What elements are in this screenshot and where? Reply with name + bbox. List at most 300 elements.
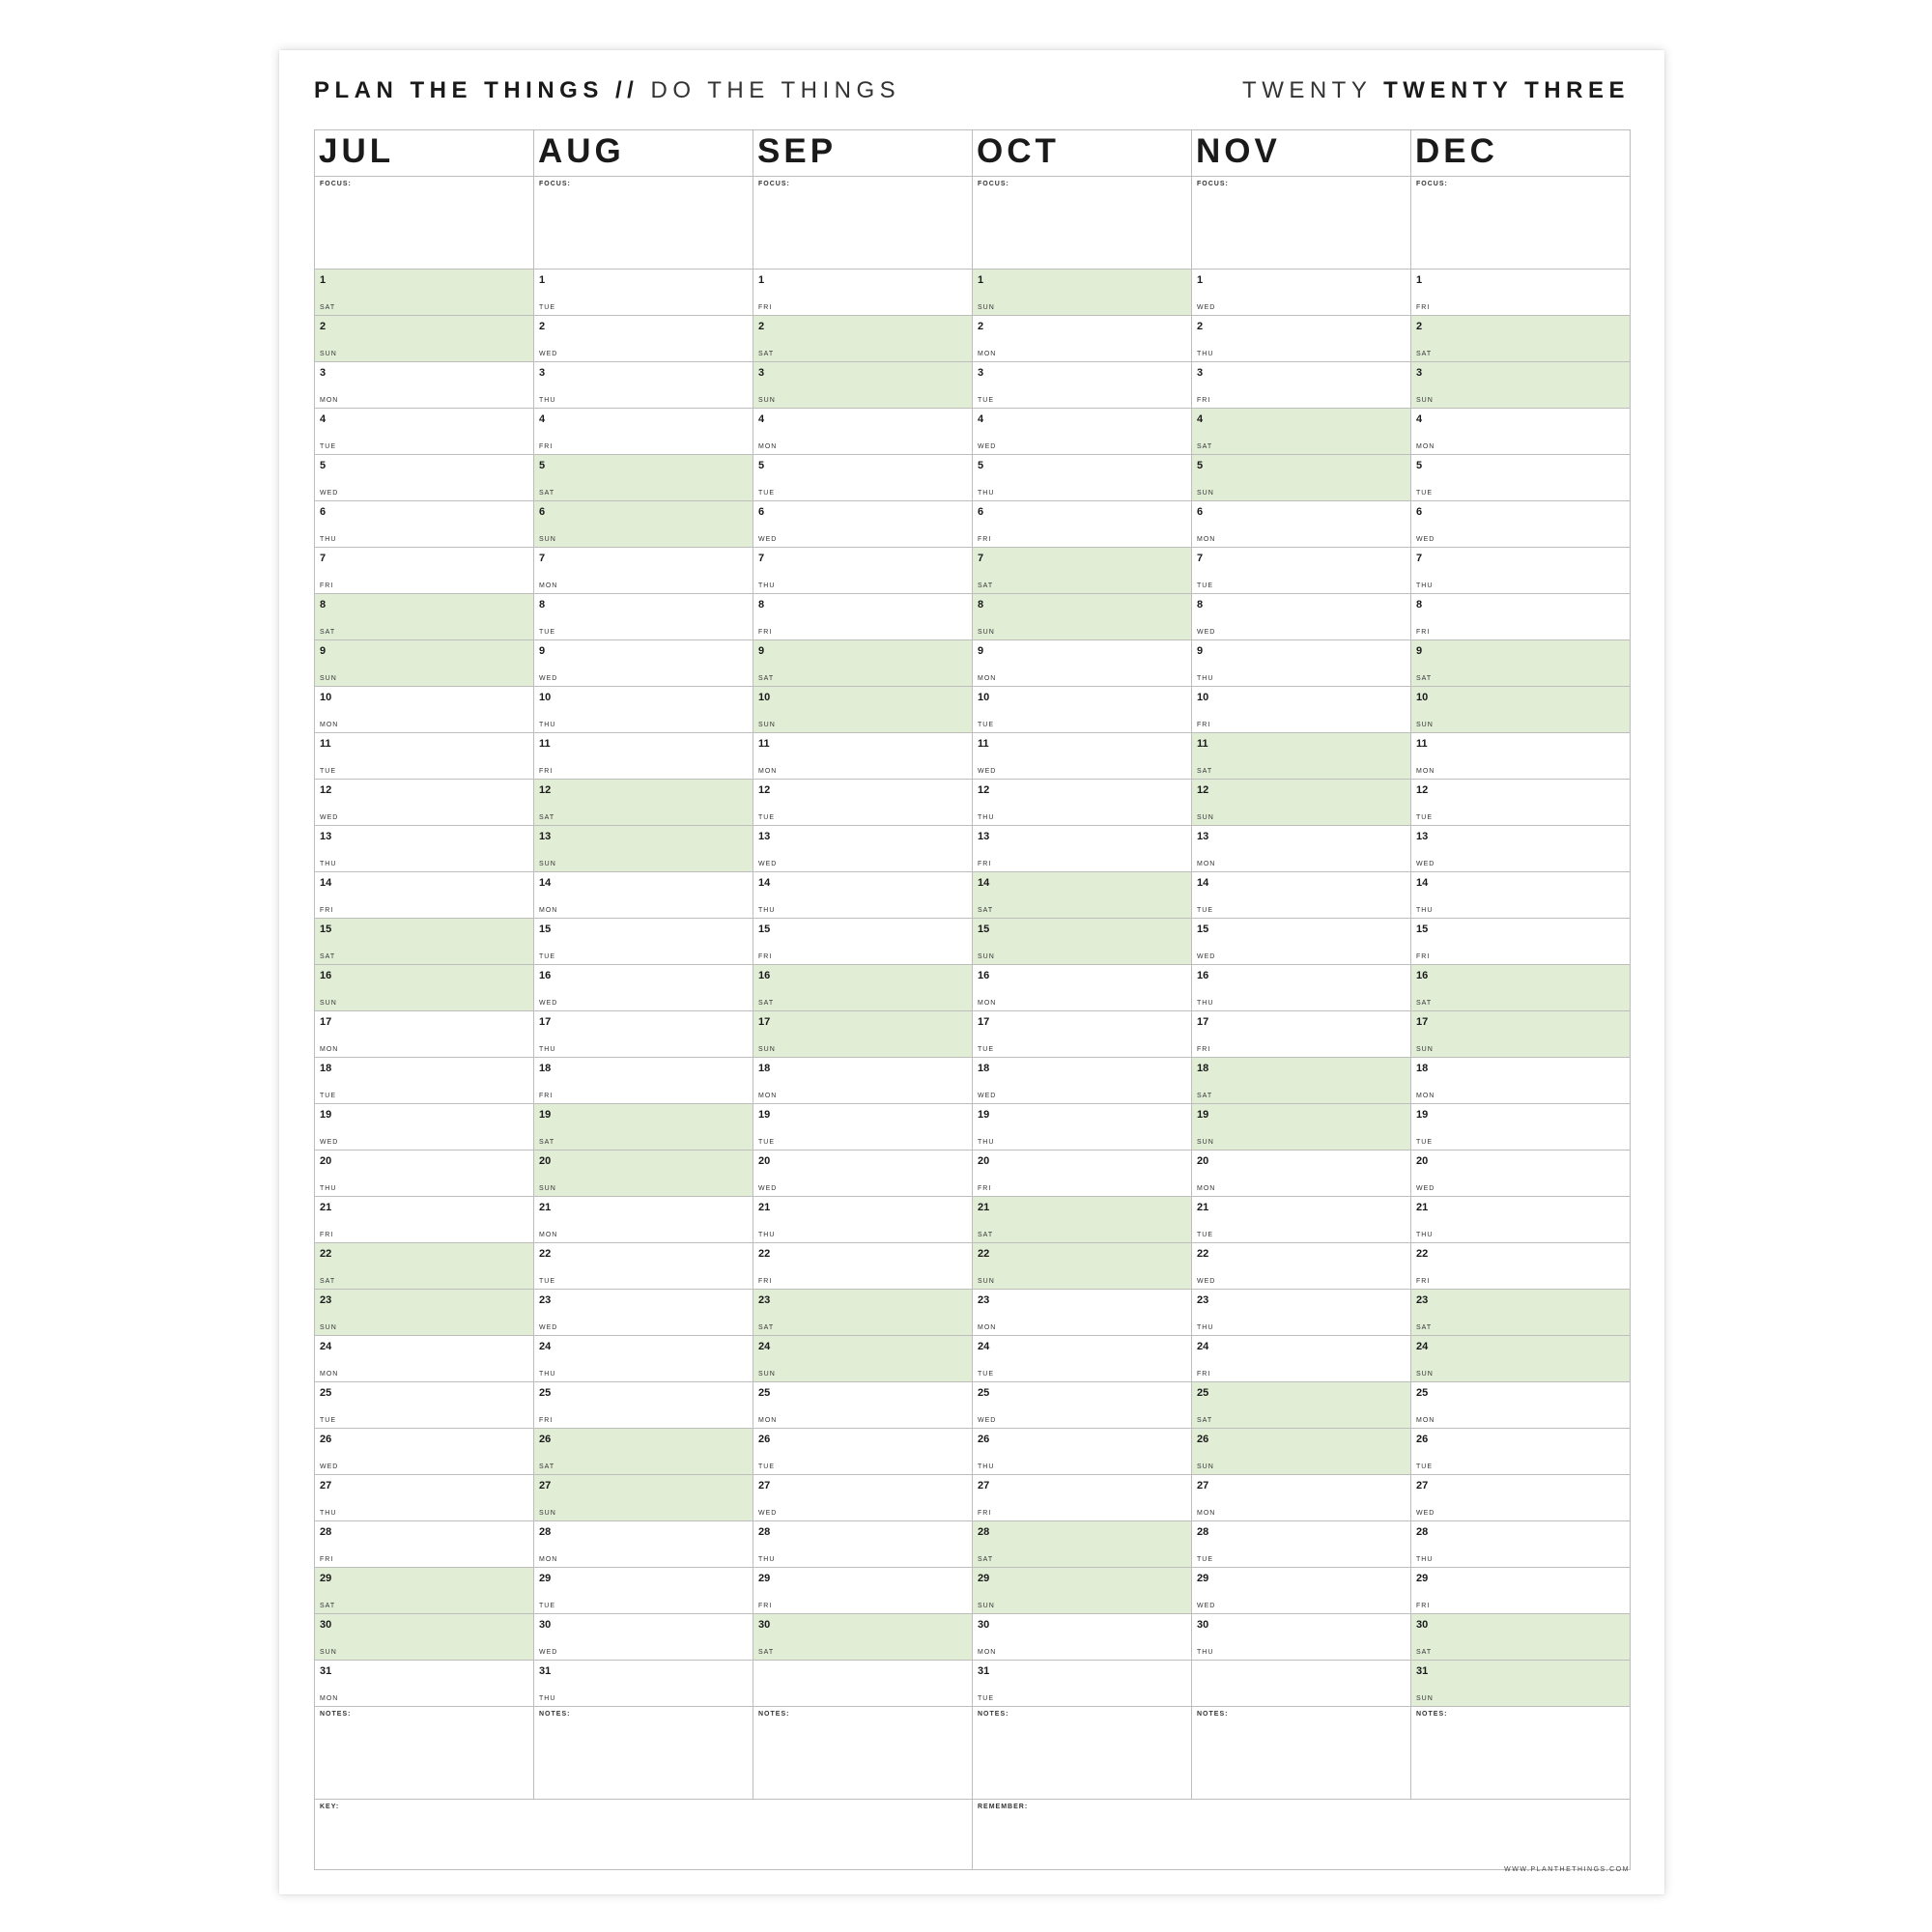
day-number: 5 [1416,460,1423,471]
remember-label: REMEMBER: [978,1804,1029,1810]
focus-box-oct[interactable] [973,177,1192,270]
day-row [315,1243,1631,1290]
day-cell[interactable] [315,1382,534,1429]
day-cell[interactable] [1411,826,1631,872]
day-cell[interactable] [1192,1429,1411,1475]
day-number: 21 [1416,1202,1429,1213]
day-cell[interactable] [315,1243,534,1290]
day-cell[interactable] [1192,1568,1411,1614]
day-cell[interactable] [534,919,753,965]
day-cell[interactable] [315,316,534,362]
day-cell[interactable] [1192,733,1411,780]
day-cell[interactable] [753,687,973,733]
day-number: 10 [539,692,552,703]
year-bold: TWENTY THREE [1383,77,1630,103]
focus-box-dec[interactable] [1411,177,1631,270]
day-cell[interactable] [315,965,534,1011]
empty-day-cell [1192,1661,1411,1707]
day-cell[interactable] [1192,594,1411,640]
day-cell[interactable] [534,780,753,826]
day-cell[interactable] [1411,872,1631,919]
day-number: 24 [758,1341,771,1352]
day-cell[interactable] [973,687,1192,733]
day-cell[interactable] [1192,455,1411,501]
day-cell[interactable] [315,1429,534,1475]
focus-label: FOCUS: [978,181,1009,187]
day-number: 31 [978,1665,990,1677]
month-header-dec [1411,130,1631,177]
weekday-label: FRI [758,304,773,311]
day-cell[interactable] [534,548,753,594]
day-cell[interactable] [315,919,534,965]
day-cell[interactable] [973,1568,1192,1614]
day-cell[interactable] [1192,362,1411,409]
weekday-label: SUN [978,953,995,960]
day-cell[interactable] [753,919,973,965]
day-cell[interactable] [973,640,1192,687]
day-cell[interactable] [1411,965,1631,1011]
day-cell[interactable] [973,965,1192,1011]
day-cell[interactable] [315,1011,534,1058]
day-number: 30 [320,1619,332,1631]
weekday-label: TUE [978,1046,994,1053]
weekday-label: TUE [1197,1556,1213,1563]
day-row [315,1382,1631,1429]
weekday-label: MON [539,1232,558,1238]
day-cell[interactable] [534,733,753,780]
notes-row [315,1707,1631,1800]
key-box[interactable] [315,1800,973,1870]
day-cell[interactable] [315,1104,534,1151]
day-cell[interactable] [1411,316,1631,362]
day-cell[interactable] [973,409,1192,455]
day-cell[interactable] [315,1614,534,1661]
day-number: 8 [758,599,765,611]
weekday-label: MON [978,1000,997,1007]
day-cell[interactable] [1192,1614,1411,1661]
weekday-label: THU [1197,1324,1214,1331]
weekday-label: WED [539,1000,558,1007]
day-cell[interactable] [753,780,973,826]
day-number: 27 [758,1480,771,1492]
day-cell[interactable] [534,826,753,872]
day-number: 12 [320,784,332,796]
day-cell[interactable] [753,1614,973,1661]
weekday-label: SUN [1197,814,1214,821]
day-cell[interactable] [315,872,534,919]
day-cell[interactable] [1411,501,1631,548]
day-cell[interactable] [973,919,1192,965]
focus-box-sep[interactable] [753,177,973,270]
day-cell[interactable] [973,1058,1192,1104]
day-cell[interactable] [753,1011,973,1058]
day-cell[interactable] [1192,780,1411,826]
remember-box[interactable] [973,1800,1631,1870]
day-cell[interactable] [1192,1011,1411,1058]
day-cell[interactable] [315,1336,534,1382]
day-number: 8 [1416,599,1423,611]
day-cell[interactable] [973,1382,1192,1429]
weekday-label: SAT [539,814,555,821]
day-row [315,1104,1631,1151]
day-cell[interactable] [534,1151,753,1197]
day-row [315,1614,1631,1661]
day-number: 4 [320,413,327,425]
day-number: 29 [320,1573,332,1584]
day-cell[interactable] [973,1151,1192,1197]
day-cell[interactable] [1411,1614,1631,1661]
day-cell[interactable] [753,409,973,455]
day-cell[interactable] [315,687,534,733]
day-number: 20 [320,1155,332,1167]
day-cell[interactable] [973,1011,1192,1058]
day-cell[interactable] [973,1661,1192,1707]
day-cell[interactable] [753,1151,973,1197]
day-number: 5 [539,460,546,471]
day-cell[interactable] [973,548,1192,594]
weekday-label: SUN [1197,490,1214,497]
day-number: 31 [320,1665,332,1677]
day-cell[interactable] [1411,409,1631,455]
day-cell[interactable] [1411,1336,1631,1382]
weekday-label: SAT [758,675,775,682]
day-cell[interactable] [534,316,753,362]
weekday-label: TUE [539,1278,555,1285]
day-cell[interactable] [1411,640,1631,687]
day-row [315,1429,1631,1475]
day-cell[interactable] [1192,1243,1411,1290]
weekday-label: SAT [539,490,555,497]
day-cell[interactable] [753,1475,973,1521]
weekday-label: TUE [1416,1139,1433,1146]
day-cell[interactable] [1192,919,1411,965]
day-cell[interactable] [753,270,973,316]
day-cell[interactable] [315,548,534,594]
month-header-oct [973,130,1192,177]
day-cell[interactable] [1192,1521,1411,1568]
day-number: 13 [539,831,552,842]
day-number: 12 [1197,784,1209,796]
weekday-label: SAT [1416,1324,1433,1331]
day-number: 24 [320,1341,332,1352]
weekday-label: THU [758,1556,776,1563]
day-cell[interactable] [753,1429,973,1475]
day-cell[interactable] [973,826,1192,872]
day-number: 14 [539,877,552,889]
day-cell[interactable] [1192,548,1411,594]
day-cell[interactable] [753,362,973,409]
day-cell[interactable] [973,1429,1192,1475]
day-cell[interactable] [973,270,1192,316]
day-cell[interactable] [315,1661,534,1707]
day-cell[interactable] [1192,316,1411,362]
day-cell[interactable] [973,1475,1192,1521]
day-number: 17 [978,1016,990,1028]
day-number: 7 [539,553,546,564]
day-cell[interactable] [973,594,1192,640]
day-cell[interactable] [1192,1290,1411,1336]
day-cell[interactable] [753,1521,973,1568]
notes-box-oct[interactable] [973,1707,1192,1800]
weekday-label: MON [539,907,558,914]
day-cell[interactable] [753,1243,973,1290]
day-cell[interactable] [534,1104,753,1151]
day-number: 3 [1416,367,1423,379]
day-cell[interactable] [973,316,1192,362]
weekday-label: MON [320,1695,339,1702]
day-cell[interactable] [1192,1382,1411,1429]
day-cell[interactable] [534,1568,753,1614]
day-cell[interactable] [315,1197,534,1243]
weekday-label: TUE [1197,582,1213,589]
day-cell[interactable] [753,1197,973,1243]
day-cell[interactable] [534,965,753,1011]
day-cell[interactable] [534,1197,753,1243]
day-cell[interactable] [1411,1058,1631,1104]
day-cell[interactable] [534,1336,753,1382]
day-cell[interactable] [753,1290,973,1336]
day-cell[interactable] [1192,1151,1411,1197]
day-cell[interactable] [1411,919,1631,965]
weekday-label: WED [758,861,778,867]
day-cell[interactable] [973,501,1192,548]
day-number: 27 [978,1480,990,1492]
day-cell[interactable] [1411,1290,1631,1336]
day-cell[interactable] [753,594,973,640]
weekday-label: SUN [539,861,556,867]
day-number: 5 [758,460,765,471]
notes-box-sep[interactable] [753,1707,973,1800]
day-cell[interactable] [753,316,973,362]
day-cell[interactable] [1192,409,1411,455]
day-cell[interactable] [1192,1336,1411,1382]
day-cell[interactable] [534,687,753,733]
day-cell[interactable] [973,1197,1192,1243]
day-cell[interactable] [973,780,1192,826]
day-cell[interactable] [753,501,973,548]
day-cell[interactable] [1411,594,1631,640]
day-cell[interactable] [1411,1104,1631,1151]
day-cell[interactable] [534,362,753,409]
day-cell[interactable] [753,455,973,501]
day-cell[interactable] [315,1058,534,1104]
day-cell[interactable] [315,640,534,687]
day-cell[interactable] [753,1382,973,1429]
day-cell[interactable] [753,826,973,872]
day-cell[interactable] [315,501,534,548]
day-row [315,640,1631,687]
day-cell[interactable] [1192,501,1411,548]
day-cell[interactable] [753,1104,973,1151]
day-cell[interactable] [315,1568,534,1614]
weekday-label: SUN [758,1046,776,1053]
day-number: 13 [1416,831,1429,842]
day-cell[interactable] [315,270,534,316]
day-cell[interactable] [534,1661,753,1707]
day-cell[interactable] [315,1290,534,1336]
day-cell[interactable] [753,1336,973,1382]
day-cell[interactable] [1411,1151,1631,1197]
weekday-label: FRI [539,1093,554,1099]
day-cell[interactable] [1411,780,1631,826]
weekday-label: TUE [1416,814,1433,821]
day-cell[interactable] [315,1521,534,1568]
weekday-label: SAT [1197,443,1213,450]
notes-box-dec[interactable] [1411,1707,1631,1800]
notes-box-jul[interactable] [315,1707,534,1800]
day-number: 3 [978,367,984,379]
day-cell[interactable] [1411,1661,1631,1707]
day-number: 28 [320,1526,332,1538]
day-cell[interactable] [534,1521,753,1568]
day-cell[interactable] [534,270,753,316]
weekday-label: THU [539,1371,556,1378]
day-cell[interactable] [1411,1382,1631,1429]
day-cell[interactable] [973,1104,1192,1151]
day-cell[interactable] [1411,1521,1631,1568]
focus-box-nov[interactable] [1192,177,1411,270]
day-cell[interactable] [1411,1011,1631,1058]
day-cell[interactable] [534,1290,753,1336]
day-number: 25 [1197,1387,1209,1399]
day-number: 15 [1197,923,1209,935]
weekday-label: SUN [1416,1046,1434,1053]
day-number: 11 [758,738,770,750]
day-cell[interactable] [753,1058,973,1104]
day-number: 25 [320,1387,332,1399]
day-number: 22 [320,1248,332,1260]
day-cell[interactable] [1411,1568,1631,1614]
day-cell[interactable] [1192,1058,1411,1104]
weekday-label: WED [320,490,339,497]
day-cell[interactable] [1411,733,1631,780]
day-cell[interactable] [534,594,753,640]
focus-box-jul[interactable] [315,177,534,270]
weekday-label: THU [1416,1556,1434,1563]
day-cell[interactable] [315,733,534,780]
day-cell[interactable] [753,733,973,780]
day-cell[interactable] [753,872,973,919]
day-cell[interactable] [315,826,534,872]
notes-box-aug[interactable] [534,1707,753,1800]
day-cell[interactable] [973,1336,1192,1382]
weekday-label: FRI [1416,953,1431,960]
day-cell[interactable] [753,965,973,1011]
day-cell[interactable] [1192,687,1411,733]
month-header-aug [534,130,753,177]
day-cell[interactable] [973,362,1192,409]
day-cell[interactable] [315,1151,534,1197]
weekday-label: WED [1416,1510,1435,1517]
day-cell[interactable] [1411,1475,1631,1521]
day-number: 22 [1197,1248,1209,1260]
day-cell[interactable] [534,872,753,919]
day-number: 21 [1197,1202,1209,1213]
day-cell[interactable] [315,594,534,640]
notes-box-nov[interactable] [1192,1707,1411,1800]
weekday-label: SAT [320,629,336,636]
day-cell[interactable] [973,1521,1192,1568]
day-cell[interactable] [315,1475,534,1521]
day-cell[interactable] [1411,455,1631,501]
weekday-label: WED [1416,861,1435,867]
day-cell[interactable] [534,640,753,687]
day-cell[interactable] [534,455,753,501]
day-cell[interactable] [1411,1197,1631,1243]
day-cell[interactable] [973,733,1192,780]
focus-box-aug[interactable] [534,177,753,270]
day-cell[interactable] [1192,1104,1411,1151]
day-cell[interactable] [973,1290,1192,1336]
weekday-label: MON [758,443,778,450]
day-cell[interactable] [1192,872,1411,919]
day-cell[interactable] [534,1429,753,1475]
day-number: 7 [1197,553,1204,564]
day-number: 18 [1416,1063,1429,1074]
day-row [315,548,1631,594]
day-cell[interactable] [1192,270,1411,316]
day-number: 5 [978,460,984,471]
day-cell[interactable] [1411,548,1631,594]
day-row [315,1568,1631,1614]
day-row [315,316,1631,362]
day-cell[interactable] [534,1243,753,1290]
day-cell[interactable] [315,780,534,826]
day-cell[interactable] [534,1058,753,1104]
day-number: 26 [758,1434,771,1445]
day-cell[interactable] [1411,1429,1631,1475]
day-cell[interactable] [315,409,534,455]
day-cell[interactable] [753,548,973,594]
weekday-label: WED [978,1417,997,1424]
day-cell[interactable] [534,1011,753,1058]
day-cell[interactable] [534,1382,753,1429]
day-cell[interactable] [973,872,1192,919]
day-cell[interactable] [1411,270,1631,316]
day-cell[interactable] [1192,1197,1411,1243]
day-cell[interactable] [1192,965,1411,1011]
day-cell[interactable] [973,455,1192,501]
day-cell[interactable] [1411,362,1631,409]
day-number: 22 [1416,1248,1429,1260]
tagline [314,77,900,104]
day-cell[interactable] [534,409,753,455]
day-cell[interactable] [753,1568,973,1614]
weekday-label: SUN [1416,397,1434,404]
day-cell[interactable] [973,1614,1192,1661]
day-cell[interactable] [534,1475,753,1521]
weekday-label: SAT [758,1324,775,1331]
day-cell[interactable] [1192,1475,1411,1521]
day-cell[interactable] [534,1614,753,1661]
day-cell[interactable] [753,640,973,687]
day-cell[interactable] [315,455,534,501]
weekday-label: MON [1416,443,1435,450]
focus-label: FOCUS: [320,181,352,187]
day-cell[interactable] [1411,1243,1631,1290]
day-cell[interactable] [534,501,753,548]
day-cell[interactable] [973,1243,1192,1290]
day-cell[interactable] [1192,640,1411,687]
day-cell[interactable] [1411,687,1631,733]
day-number: 2 [758,321,765,332]
day-cell[interactable] [1192,826,1411,872]
day-number: 31 [1416,1665,1429,1677]
day-number: 15 [1416,923,1429,935]
day-cell[interactable] [315,362,534,409]
weekday-label: SUN [320,1649,337,1656]
weekday-label: FRI [1197,1371,1211,1378]
